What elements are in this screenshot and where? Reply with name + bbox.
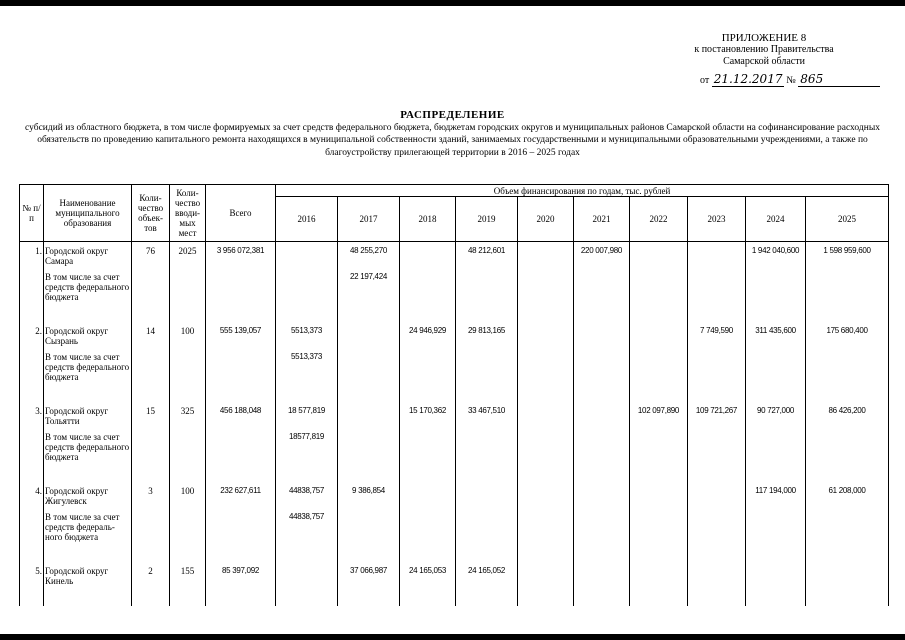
- year-amount: 1 598 959,600: [806, 242, 889, 273]
- row-index: 4.: [20, 482, 44, 512]
- year-amount: [518, 562, 574, 606]
- document-subtitle: субсидий из областного бюджета, в том числе формируемых за счет средств федерального бюджета, бюджетам городских округов и муниципальных районов Самарской области на софинансирование расходных обязательств по проведению капитального ремонта находящихся в муниципальной собственности зданий, занимаемых государственными и муниципальными образовательными учреждениями, а также по благоустройству прилегающей территории в 2016 – 2025 годах: [25, 123, 880, 158]
- number-label: №: [786, 75, 796, 86]
- table-subrow-federal: [20, 432, 889, 482]
- year-amount: [630, 432, 688, 482]
- header-funding-group: Объем финансирования по годам, тыс. рублей: [276, 185, 889, 197]
- year-amount: [518, 402, 574, 432]
- year-amount: 5513,373: [276, 352, 338, 402]
- table-subrow-federal: [20, 352, 889, 402]
- year-amount: [746, 562, 806, 606]
- places-count: [170, 272, 206, 322]
- year-amount: [456, 512, 518, 562]
- header-year: 2019: [456, 197, 518, 242]
- year-amount: [688, 562, 746, 606]
- header-year: 2016: [276, 197, 338, 242]
- total-amount: [206, 272, 276, 322]
- places-count: 155: [170, 562, 206, 606]
- year-amount: 22 197,424: [338, 272, 400, 322]
- appendix-title: ПРИЛОЖЕНИЕ 8: [721, 32, 807, 44]
- places-count: 325: [170, 402, 206, 432]
- year-amount: 311 435,600: [746, 322, 806, 352]
- year-amount: [276, 272, 338, 322]
- year-amount: 220 007,980: [574, 242, 630, 273]
- table-body: [20, 242, 889, 607]
- year-amount: [574, 402, 630, 432]
- table-row: [20, 322, 889, 352]
- row-index: 5.: [20, 562, 44, 606]
- places-count: [170, 432, 206, 482]
- municipality-name: Городской округ Сызрань: [44, 322, 132, 352]
- year-amount: [688, 272, 746, 322]
- row-index: 1.: [20, 242, 44, 273]
- year-amount: [338, 352, 400, 402]
- year-amount: [746, 272, 806, 322]
- year-amount: 86 426,200: [806, 402, 889, 432]
- year-amount: [806, 562, 889, 606]
- year-amount: [574, 352, 630, 402]
- year-amount: [630, 272, 688, 322]
- table-row: [20, 562, 889, 606]
- row-index: [20, 512, 44, 562]
- year-amount: [338, 432, 400, 482]
- header-total: Всего: [206, 185, 276, 242]
- year-amount: [806, 512, 889, 562]
- header-row-1: [20, 185, 889, 197]
- year-amount: [746, 432, 806, 482]
- year-amount: [688, 352, 746, 402]
- year-amount: [338, 322, 400, 352]
- year-amount: [574, 512, 630, 562]
- year-amount: [518, 482, 574, 512]
- row-index: [20, 352, 44, 402]
- total-amount: [206, 352, 276, 402]
- header-places: Коли-чество вводи-мых мест: [170, 185, 206, 242]
- table-subrow-federal: [20, 512, 889, 562]
- year-amount: 117 194,000: [746, 482, 806, 512]
- total-amount: 456 188,048: [206, 402, 276, 432]
- table-row: [20, 242, 889, 273]
- year-amount: [400, 352, 456, 402]
- objects-count: [132, 272, 170, 322]
- year-amount: 24 165,052: [456, 562, 518, 606]
- year-amount: 44838,757: [276, 512, 338, 562]
- row-index: [20, 272, 44, 322]
- table-row: [20, 402, 889, 432]
- appendix-line-region: Самарской области: [723, 56, 805, 67]
- total-amount: 232 627,611: [206, 482, 276, 512]
- header-year: 2021: [574, 197, 630, 242]
- table-subrow-federal: [20, 272, 889, 322]
- year-amount: 15 170,362: [400, 402, 456, 432]
- year-amount: 24 165,053: [400, 562, 456, 606]
- municipality-name: В том числе за счет средств федерального бюджета: [44, 272, 132, 322]
- header-year: 2022: [630, 197, 688, 242]
- year-amount: [518, 352, 574, 402]
- municipality-name: Городской округ Самара: [44, 242, 132, 273]
- header-year: 2023: [688, 197, 746, 242]
- year-amount: [630, 562, 688, 606]
- municipality-name: Городской округ Жигулевск: [44, 482, 132, 512]
- header-name: Наименование муниципального образования: [44, 185, 132, 242]
- row-index: 3.: [20, 402, 44, 432]
- year-amount: [688, 432, 746, 482]
- objects-count: 76: [132, 242, 170, 273]
- year-amount: [688, 482, 746, 512]
- year-amount: 37 066,987: [338, 562, 400, 606]
- year-amount: [456, 432, 518, 482]
- year-amount: 90 727,000: [746, 402, 806, 432]
- year-amount: 18577,819: [276, 432, 338, 482]
- year-amount: [630, 242, 688, 273]
- year-amount: 48 212,601: [456, 242, 518, 273]
- year-amount: [746, 512, 806, 562]
- distribution-table: [19, 184, 889, 606]
- year-amount: [630, 322, 688, 352]
- year-amount: [574, 272, 630, 322]
- objects-count: [132, 512, 170, 562]
- year-amount: [338, 402, 400, 432]
- year-amount: [806, 272, 889, 322]
- year-amount: 48 255,270: [338, 242, 400, 273]
- year-amount: [630, 352, 688, 402]
- year-amount: 44838,757: [276, 482, 338, 512]
- document-title: РАСПРЕДЕЛЕНИЕ: [400, 109, 505, 121]
- header-objects: Коли-чество объек-тов: [132, 185, 170, 242]
- header-year: 2025: [806, 197, 889, 242]
- year-amount: [746, 352, 806, 402]
- year-amount: [806, 352, 889, 402]
- year-amount: [574, 562, 630, 606]
- year-amount: [806, 432, 889, 482]
- year-amount: [276, 242, 338, 273]
- year-amount: 7 749,590: [688, 322, 746, 352]
- places-count: [170, 512, 206, 562]
- table-row: [20, 482, 889, 512]
- year-amount: [400, 242, 456, 273]
- total-amount: [206, 432, 276, 482]
- objects-count: [132, 432, 170, 482]
- objects-count: 3: [132, 482, 170, 512]
- year-amount: [630, 512, 688, 562]
- row-index: [20, 432, 44, 482]
- total-amount: 3 956 072,381: [206, 242, 276, 273]
- municipality-name: В том числе за счет средств федераль-ного бюджета: [44, 512, 132, 562]
- row-index: 2.: [20, 322, 44, 352]
- bottom-scan-border: [0, 634, 905, 640]
- header-year: 2024: [746, 197, 806, 242]
- year-amount: [630, 482, 688, 512]
- decree-date-line: [700, 72, 880, 87]
- objects-count: 14: [132, 322, 170, 352]
- year-amount: [338, 512, 400, 562]
- year-amount: [456, 272, 518, 322]
- year-amount: [400, 482, 456, 512]
- year-amount: 18 577,819: [276, 402, 338, 432]
- year-amount: [276, 562, 338, 606]
- header-idx: № п/п: [20, 185, 44, 242]
- year-amount: [400, 272, 456, 322]
- appendix-block: [650, 32, 878, 68]
- places-count: 2025: [170, 242, 206, 273]
- objects-count: 15: [132, 402, 170, 432]
- year-amount: 61 208,000: [806, 482, 889, 512]
- year-amount: [574, 322, 630, 352]
- year-amount: [518, 512, 574, 562]
- places-count: 100: [170, 322, 206, 352]
- header-year: 2020: [518, 197, 574, 242]
- municipality-name: Городской округ Тольятти: [44, 402, 132, 432]
- year-amount: [518, 432, 574, 482]
- decree-number: 865: [798, 72, 880, 87]
- year-amount: [518, 272, 574, 322]
- year-amount: 102 097,890: [630, 402, 688, 432]
- total-amount: 85 397,092: [206, 562, 276, 606]
- year-amount: 9 386,854: [338, 482, 400, 512]
- year-amount: 175 680,400: [806, 322, 889, 352]
- total-amount: [206, 512, 276, 562]
- places-count: 100: [170, 482, 206, 512]
- places-count: [170, 352, 206, 402]
- municipality-name: В том числе за счет средств федерального бюджета: [44, 352, 132, 402]
- header-year: 2017: [338, 197, 400, 242]
- from-label: от: [700, 75, 710, 86]
- total-amount: 555 139,057: [206, 322, 276, 352]
- top-scan-border: [0, 0, 905, 6]
- year-amount: [518, 322, 574, 352]
- year-amount: 109 721,267: [688, 402, 746, 432]
- objects-count: [132, 352, 170, 402]
- year-amount: [456, 352, 518, 402]
- year-amount: 5513,373: [276, 322, 338, 352]
- year-amount: 1 942 040,600: [746, 242, 806, 273]
- appendix-line-decree: к постановлению Правительства: [694, 44, 834, 55]
- municipality-name: Городской округ Кинель: [44, 562, 132, 606]
- decree-date: 21.12.2017: [713, 72, 783, 86]
- year-amount: 33 467,510: [456, 402, 518, 432]
- year-amount: [688, 242, 746, 273]
- year-amount: [574, 482, 630, 512]
- year-amount: [400, 512, 456, 562]
- year-amount: [518, 242, 574, 273]
- year-amount: 29 813,165: [456, 322, 518, 352]
- municipality-name: В том числе за счет средств федерального бюджета: [44, 432, 132, 482]
- year-amount: [688, 512, 746, 562]
- year-amount: [456, 482, 518, 512]
- header-year: 2018: [400, 197, 456, 242]
- year-amount: [400, 432, 456, 482]
- objects-count: 2: [132, 562, 170, 606]
- year-amount: 24 946,929: [400, 322, 456, 352]
- year-amount: [574, 432, 630, 482]
